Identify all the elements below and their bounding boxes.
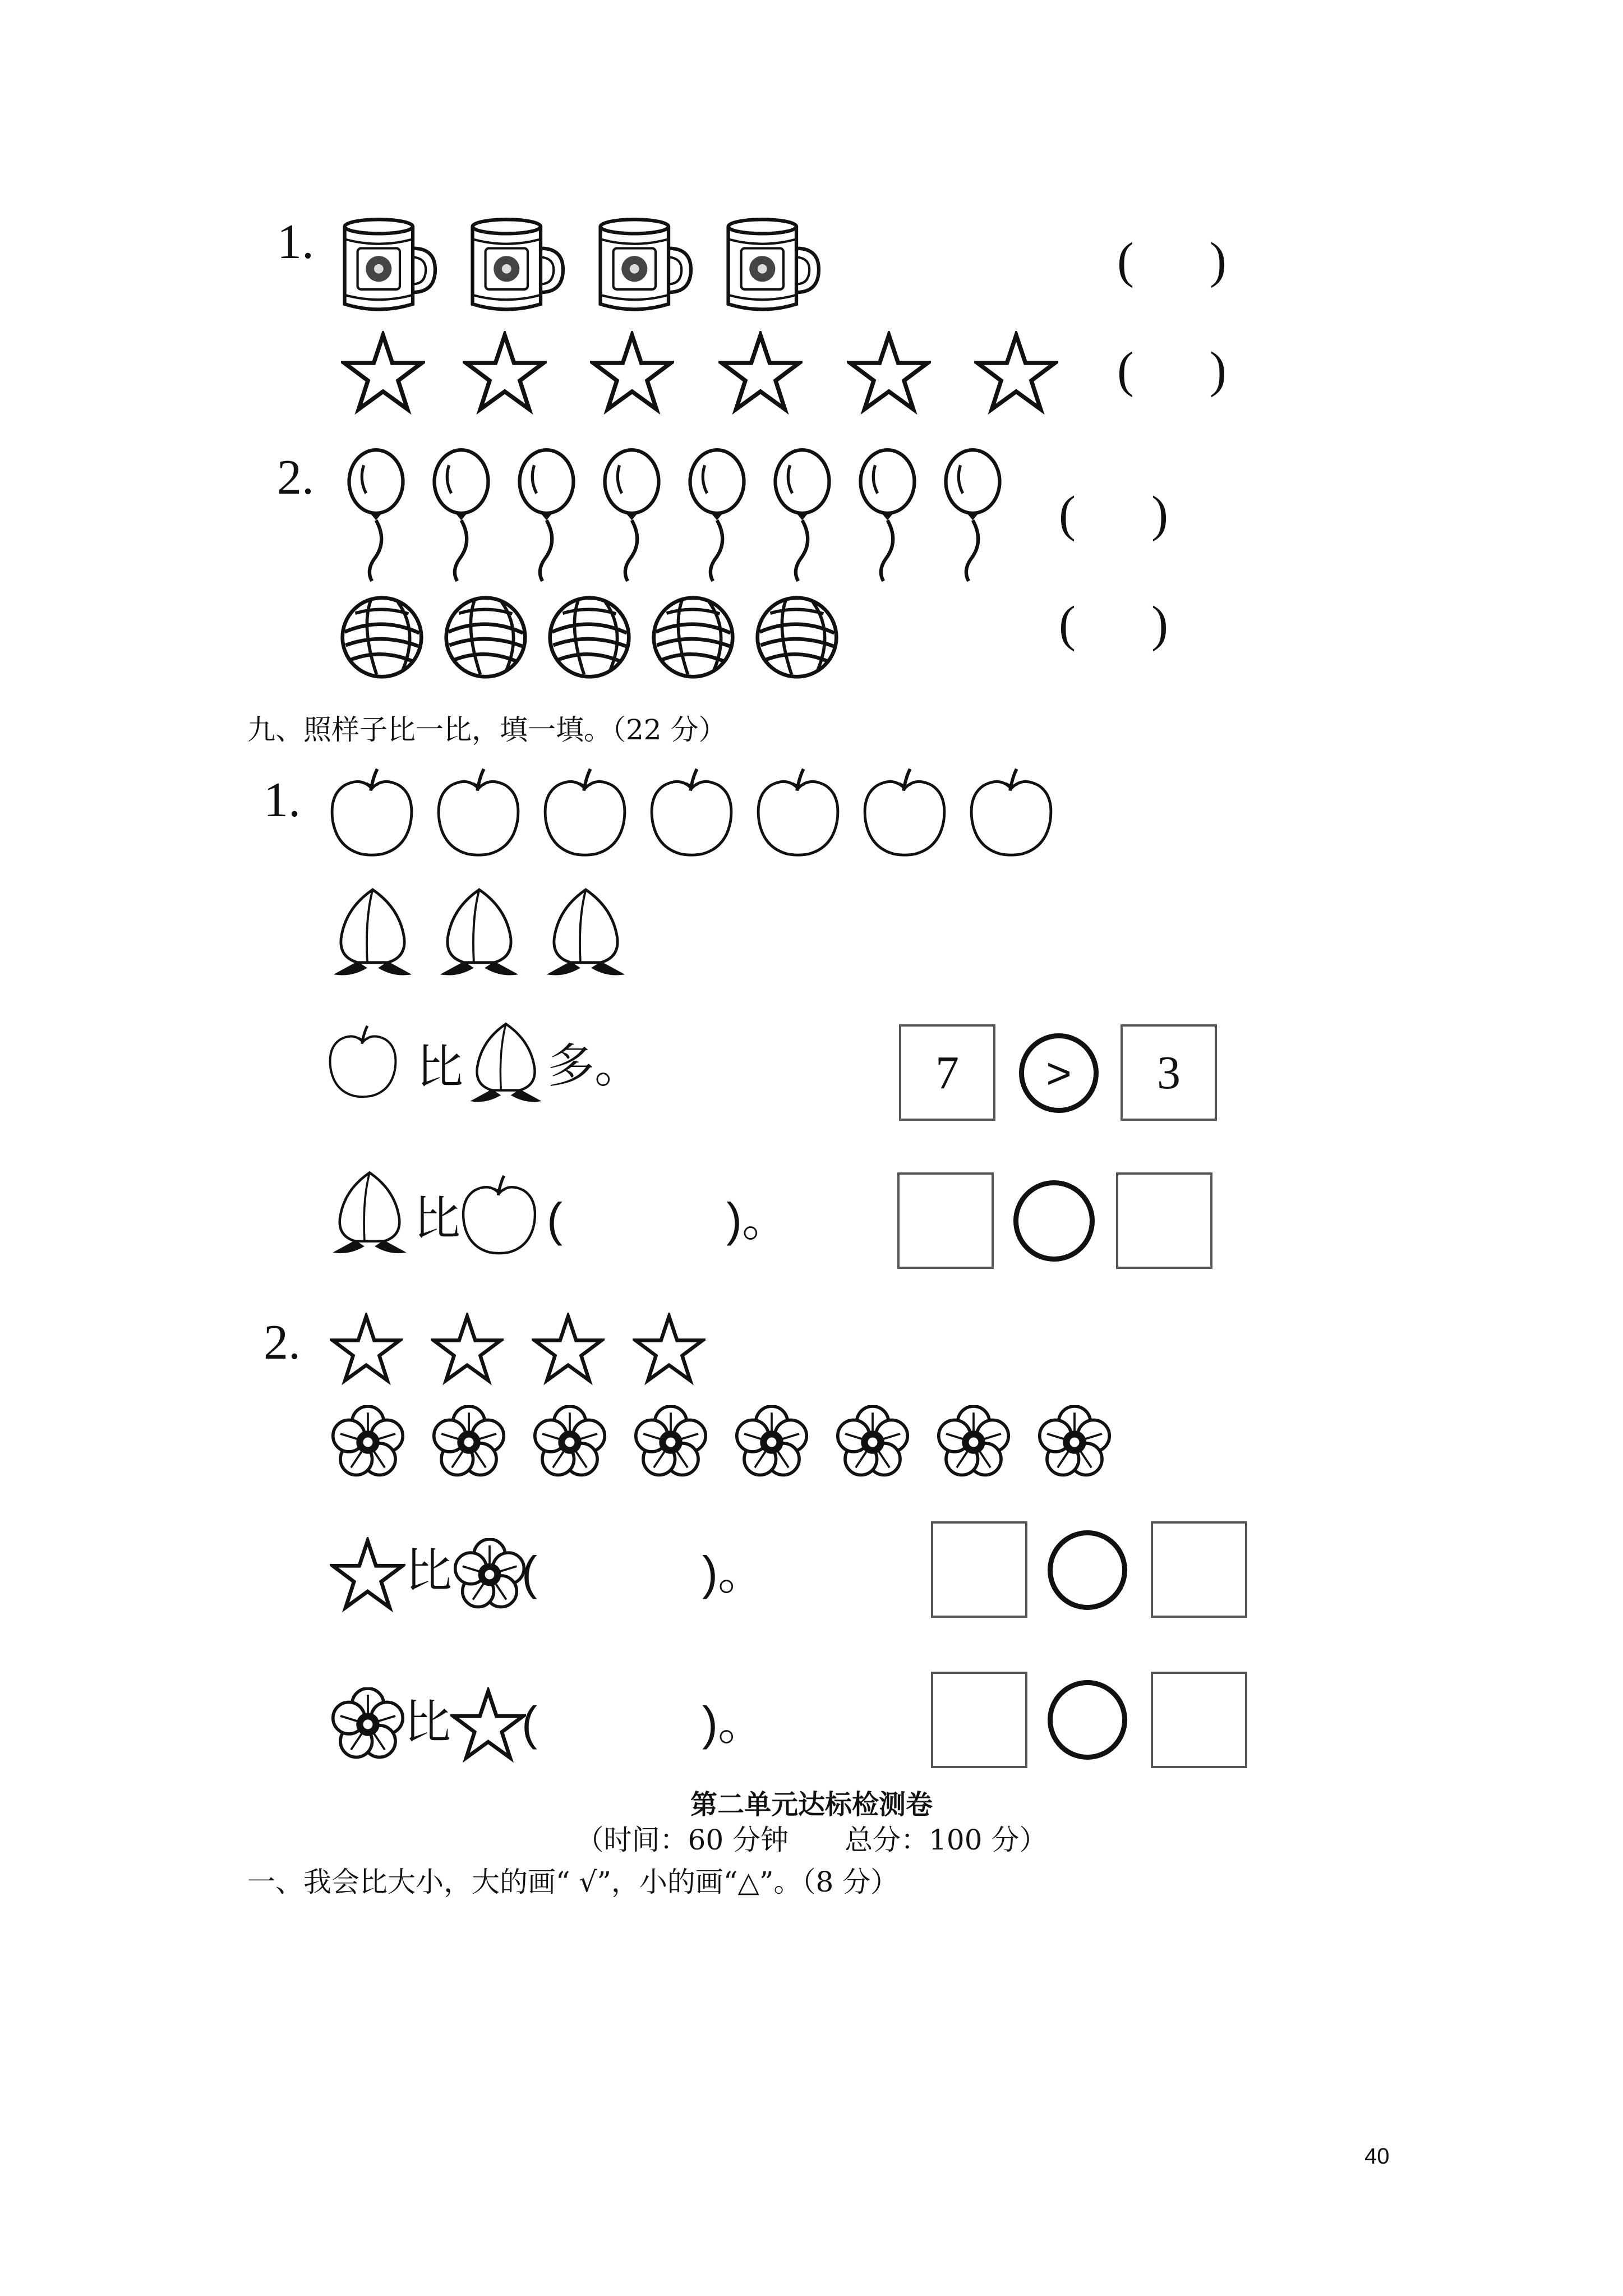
star-icon (718, 331, 803, 415)
unit-2-section-1: 一、我会比大小，大的画“ √”，小的画“△”。（8 分） (247, 1866, 899, 1898)
compare-word: 比 (416, 1039, 464, 1094)
compare-word: 比 (413, 1191, 461, 1246)
balloon-icon (685, 448, 749, 582)
volleyball-icon (443, 595, 528, 680)
close-paren: )。 (702, 1547, 765, 1599)
mug-icon (593, 216, 693, 316)
mug-icon (721, 216, 821, 316)
compare-word: 比 (404, 1695, 451, 1750)
answer-paren[interactable]: ( ) (1059, 596, 1168, 652)
page-number: 40 (1364, 2144, 1390, 2169)
apple-icon (966, 766, 1056, 858)
answer-circle[interactable] (1048, 1530, 1127, 1610)
answer-box[interactable] (1151, 1672, 1247, 1768)
apple-icon (327, 766, 417, 858)
peach-icon (328, 1170, 411, 1257)
flower-icon (432, 1405, 506, 1479)
close-paren: )。 (702, 1697, 765, 1750)
balloon-icon (600, 448, 664, 582)
star-icon (341, 331, 425, 415)
star-icon (847, 331, 931, 415)
flower-icon (1038, 1405, 1112, 1479)
apple-icon (647, 766, 736, 858)
flower-icon (937, 1405, 1011, 1479)
section-9-q1-label: 1. (264, 773, 301, 827)
more-word: 多。 (547, 1038, 642, 1093)
balloon-icon (429, 448, 494, 582)
mug-icon (338, 216, 437, 316)
star-icon (633, 1313, 706, 1386)
balloon-icon (514, 448, 579, 582)
star-icon (450, 1687, 526, 1763)
section-9-heading: 九、照样子比一比，填一填。（22 分） (247, 714, 727, 746)
open-paren: ( (522, 1697, 537, 1750)
answer-box[interactable] (931, 1672, 1027, 1768)
compare-word: 比 (405, 1543, 453, 1598)
apple-icon (753, 766, 843, 858)
star-icon (590, 331, 674, 415)
flower-icon (453, 1538, 526, 1611)
star-icon (532, 1313, 605, 1386)
answer-paren[interactable]: ( ) (1117, 233, 1227, 288)
example-sign-circle: > (1019, 1033, 1099, 1113)
answer-box[interactable] (897, 1172, 994, 1269)
answer-box[interactable] (1116, 1172, 1212, 1269)
volleyball-icon (651, 595, 736, 680)
question-2-label: 2. (277, 450, 314, 505)
unit-2-title: 第二单元达标检测卷 (690, 1789, 933, 1820)
flower-icon (533, 1405, 607, 1479)
apple-icon (434, 766, 523, 858)
star-icon (330, 1537, 405, 1613)
apple-icon (540, 766, 630, 858)
star-icon (330, 1313, 403, 1386)
star-icon (431, 1313, 504, 1386)
peach-icon (329, 886, 416, 979)
peach-icon (464, 1021, 547, 1105)
open-paren: ( (547, 1193, 562, 1246)
balloon-icon (855, 448, 920, 582)
flower-icon (836, 1405, 910, 1479)
star-icon (974, 331, 1058, 415)
question-1-label: 1. (277, 215, 314, 269)
flower-icon (331, 1687, 405, 1761)
flower-icon (634, 1405, 708, 1479)
balloon-icon (770, 448, 834, 582)
volleyball-icon (754, 595, 840, 680)
answer-paren[interactable]: ( ) (1117, 342, 1227, 398)
volleyball-icon (547, 595, 632, 680)
star-icon (463, 331, 547, 415)
answer-circle[interactable] (1013, 1180, 1095, 1262)
unit-2-subtitle: （时间：60 分钟 总分：100 分） (575, 1824, 1048, 1856)
balloon-icon (344, 448, 408, 582)
answer-box[interactable] (931, 1521, 1027, 1618)
flower-icon (331, 1405, 405, 1479)
section-9-q2-label: 2. (264, 1315, 301, 1370)
answer-box[interactable] (1151, 1521, 1247, 1618)
apple-icon (460, 1172, 538, 1257)
open-paren: ( (522, 1547, 537, 1599)
close-paren: )。 (726, 1193, 789, 1246)
peach-icon (542, 886, 629, 979)
apple-icon (860, 766, 949, 858)
peach-icon (436, 886, 523, 979)
volleyball-icon (339, 595, 425, 680)
mug-icon (465, 216, 565, 316)
answer-circle[interactable] (1048, 1680, 1127, 1760)
example-left-box: 7 (899, 1024, 995, 1121)
apple-icon (327, 1022, 399, 1101)
answer-paren[interactable]: ( ) (1059, 486, 1168, 542)
example-right-box: 3 (1121, 1024, 1217, 1121)
flower-icon (735, 1405, 809, 1479)
balloon-icon (940, 448, 1005, 582)
